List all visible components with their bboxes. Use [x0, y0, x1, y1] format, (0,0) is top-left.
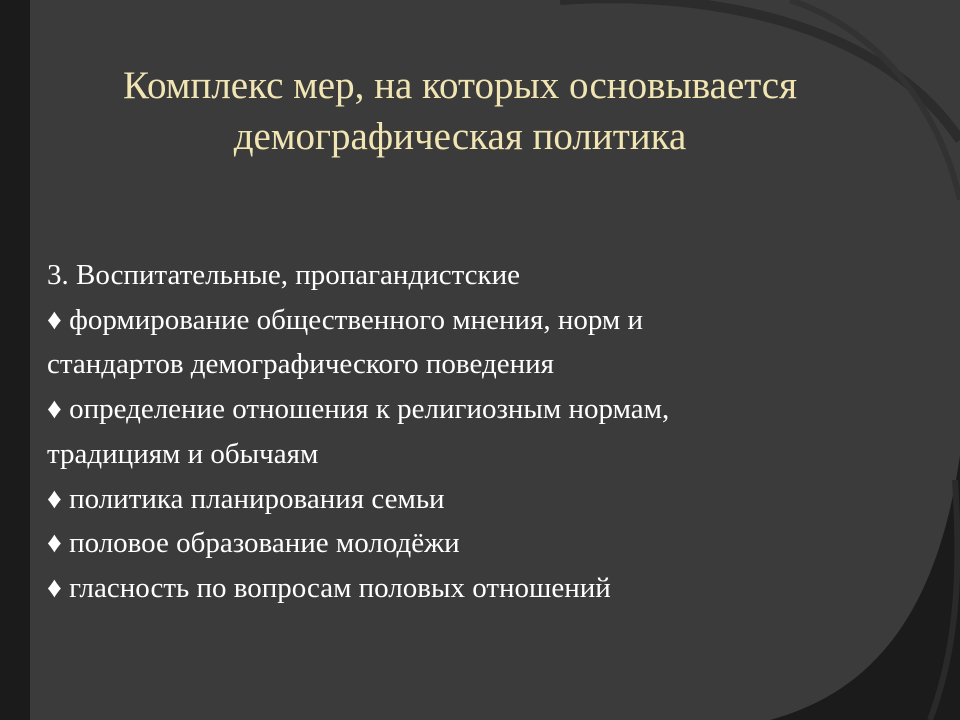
body-line	[47, 521, 867, 566]
diamond-bullet-icon: ♦	[47, 303, 62, 336]
slide-title	[40, 60, 880, 162]
body-line-text: политика планирования семьи	[61, 482, 445, 515]
body-line	[47, 342, 867, 387]
body-line	[47, 298, 867, 343]
title-line: демографическая политика	[233, 115, 687, 158]
body-line-text: половое образование молодёжи	[61, 527, 460, 560]
body-line	[47, 432, 867, 477]
body-line-text: формирование общественного мнения, норм и	[61, 303, 644, 336]
body-line	[47, 253, 867, 298]
diamond-bullet-icon: ♦	[47, 482, 62, 515]
body-line-text: гласность по вопросам половых отношений	[61, 571, 611, 604]
diamond-bullet-icon: ♦	[47, 571, 62, 604]
diamond-bullet-icon: ♦	[47, 393, 62, 426]
slide-body	[47, 253, 867, 611]
body-line-text: 3. Воспитательные, пропагандистские	[47, 259, 520, 291]
body-line	[47, 566, 867, 611]
body-line-text: определение отношения к религиозным нормам,	[61, 393, 670, 426]
body-line-text: стандартов демографического поведения	[47, 348, 554, 381]
body-line	[47, 477, 867, 522]
diamond-bullet-icon: ♦	[47, 527, 62, 560]
body-line-text: традициям и обычаям	[47, 437, 319, 470]
title-line: Комплекс мер, на которых основывается	[122, 64, 798, 107]
body-line	[47, 387, 867, 432]
